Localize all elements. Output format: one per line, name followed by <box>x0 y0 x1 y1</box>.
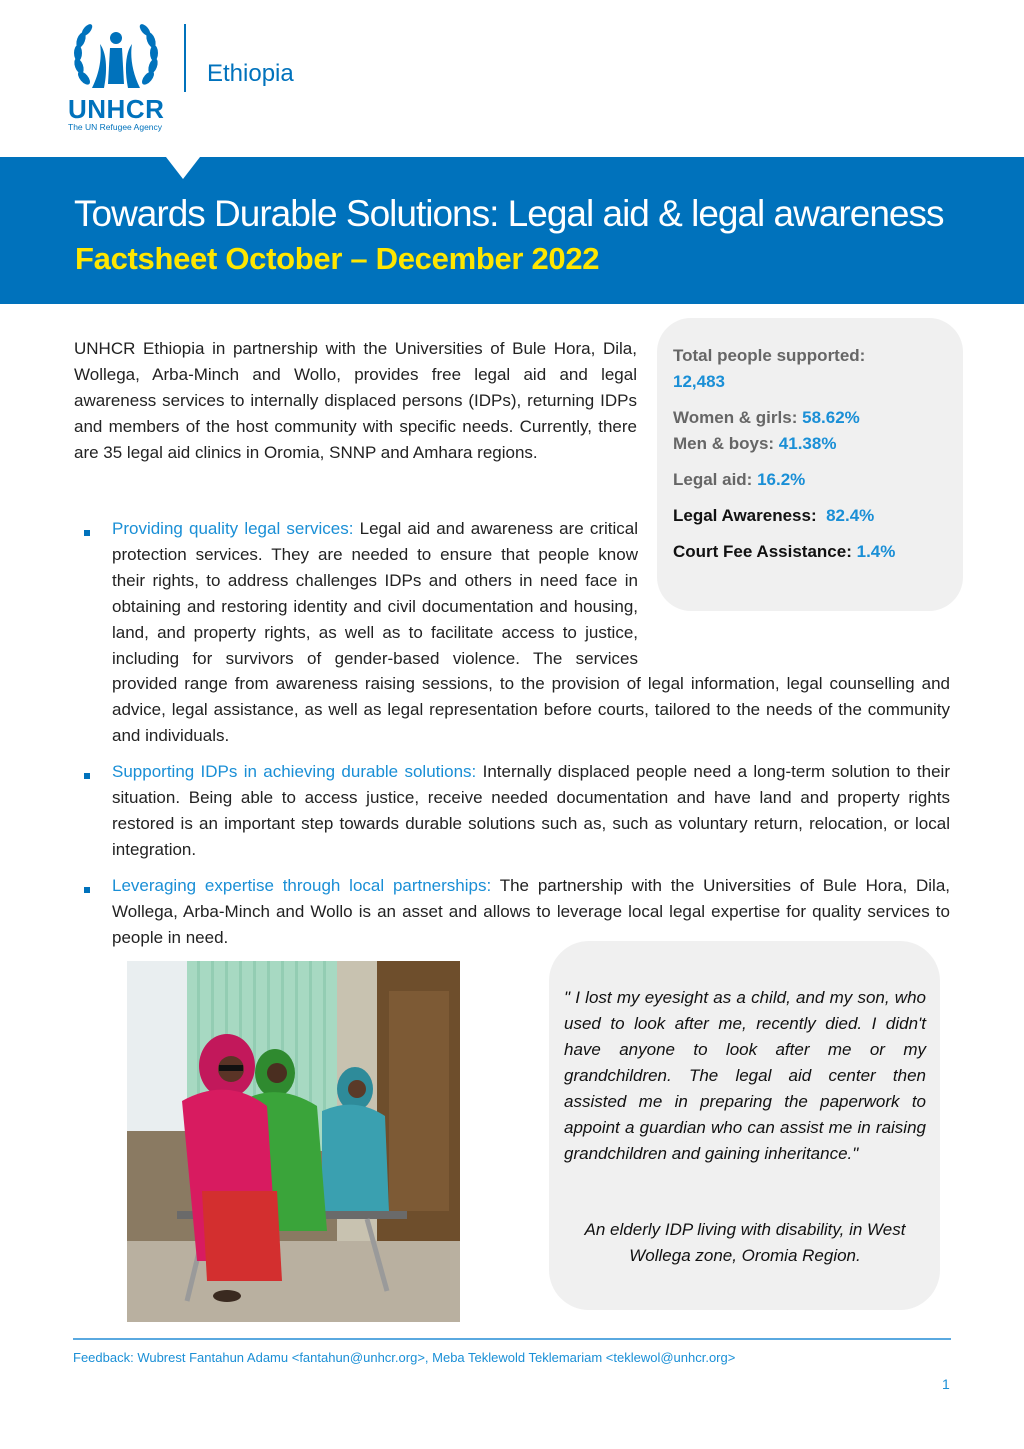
country-name: Ethiopia <box>207 60 294 87</box>
page-subtitle: Factsheet October – December 2022 <box>75 241 600 276</box>
bullet-body: The partnership with the Universities of Bule Hora, Dila, Wollega, Arba-Minch and Wollo is an asset and allows to leverage local legal expertise for quality services to people in need. <box>112 876 950 947</box>
stat-total-number: 12,483 <box>673 372 725 391</box>
bullet-marker <box>84 887 90 893</box>
bullet-durable-solutions <box>112 759 950 863</box>
stat-legal-aid-value: 16.2% <box>757 470 806 489</box>
stat-women <box>673 408 860 428</box>
stat-court-fee-value: 1.4% <box>856 542 896 561</box>
unhcr-emblem-icon <box>70 22 162 92</box>
stat-total-value <box>673 372 725 392</box>
bullet-body: Internally displaced people need a long-term solution to their situation. Being able to access justice, receive needed documentation and have land and property rights restored is an important step towards durable solutions such as, such as voluntary return, relocation, or local integration. <box>112 762 950 859</box>
stat-women-value: 58.62% <box>802 408 860 427</box>
banner-notch <box>166 157 200 179</box>
stat-court-fee-label: Court Fee Assistance: <box>673 542 852 561</box>
stat-total-label: Total people supported: <box>673 346 866 365</box>
beneficiaries-photo <box>127 961 460 1322</box>
footer-divider <box>73 1338 951 1340</box>
bullet-quality-legal-services <box>112 516 950 749</box>
unhcr-logo <box>62 22 174 134</box>
bullet-body: Legal aid and awareness are critical protection services. They are needed to ensure that people know their rights, to address challenges IDPs and others in need face in obtaining and restoring identity and civil documentation and housing, land, and property rights, as well as to facilitate access to justice, including for survivors of gender-based violence. The services provided range from awareness raising sessions, to the provision of legal information, legal counselling and advice, legal assistance, as well as legal representation before courts, tailored to the needs of the community and individuals. <box>112 519 950 746</box>
bullet-local-partnerships <box>112 873 950 951</box>
page-title: Towards Durable Solutions: Legal aid & legal awareness <box>74 193 944 234</box>
testimonial-box <box>549 941 940 1310</box>
stat-men <box>673 434 836 454</box>
stat-women-label: Women & girls: <box>673 408 798 427</box>
stat-awareness-value: 82.4% <box>826 506 875 525</box>
bullet-marker <box>84 773 90 779</box>
stat-legal-aid-label: Legal aid: <box>673 470 753 489</box>
logo-tagline: The UN Refugee Agency <box>68 122 163 132</box>
stat-men-label: Men & boys: <box>673 434 775 453</box>
testimonial-attribution: An elderly IDP living with disability, in West Wollega zone, Oromia Region. <box>584 1220 906 1265</box>
bullet-lead: Providing quality legal services: <box>112 519 354 538</box>
bullet-marker <box>84 530 90 536</box>
bullet-lead: Leveraging expertise through local partnerships: <box>112 876 492 895</box>
photo-illustration <box>127 961 460 1322</box>
header-divider <box>184 24 186 92</box>
testimonial-quote: " I lost my eyesight as a child, and my son, who used to look after me, recently died. I didn't have anyone to look after me or my grandchildren. The legal aid center then assisted me in preparing the paperwork to appoint a guardian who can assist me in raising grandchildren and gaining inheritance." <box>564 988 926 1163</box>
stat-awareness-label: Legal Awareness: <box>673 506 817 525</box>
logo-wordmark: UNHCR <box>68 94 165 124</box>
stat-men-value: 41.38% <box>778 434 837 453</box>
bullet-lead: Supporting IDPs in achieving durable solutions: <box>112 762 477 781</box>
stats-wrap-spacer <box>638 516 950 646</box>
stat-legal-aid <box>673 470 805 490</box>
feedback-contacts: Feedback: Wubrest Fantahun Adamu <fantahun@unhcr.org>, Meba Teklewold Teklemariam <teklewol@unhcr.org> <box>73 1350 736 1365</box>
intro-paragraph: UNHCR Ethiopia in partnership with the Universities of Bule Hora, Dila, Wollega, Arba-Minch and Wollo, provides free legal aid and legal awareness services to internally displaced persons (IDPs), returning IDPs and members of the host community with specific needs. Currently, there are 35 legal aid clinics in Oromia, SNNP and Amhara regions. <box>74 339 637 462</box>
page-number: 1 <box>942 1376 950 1392</box>
